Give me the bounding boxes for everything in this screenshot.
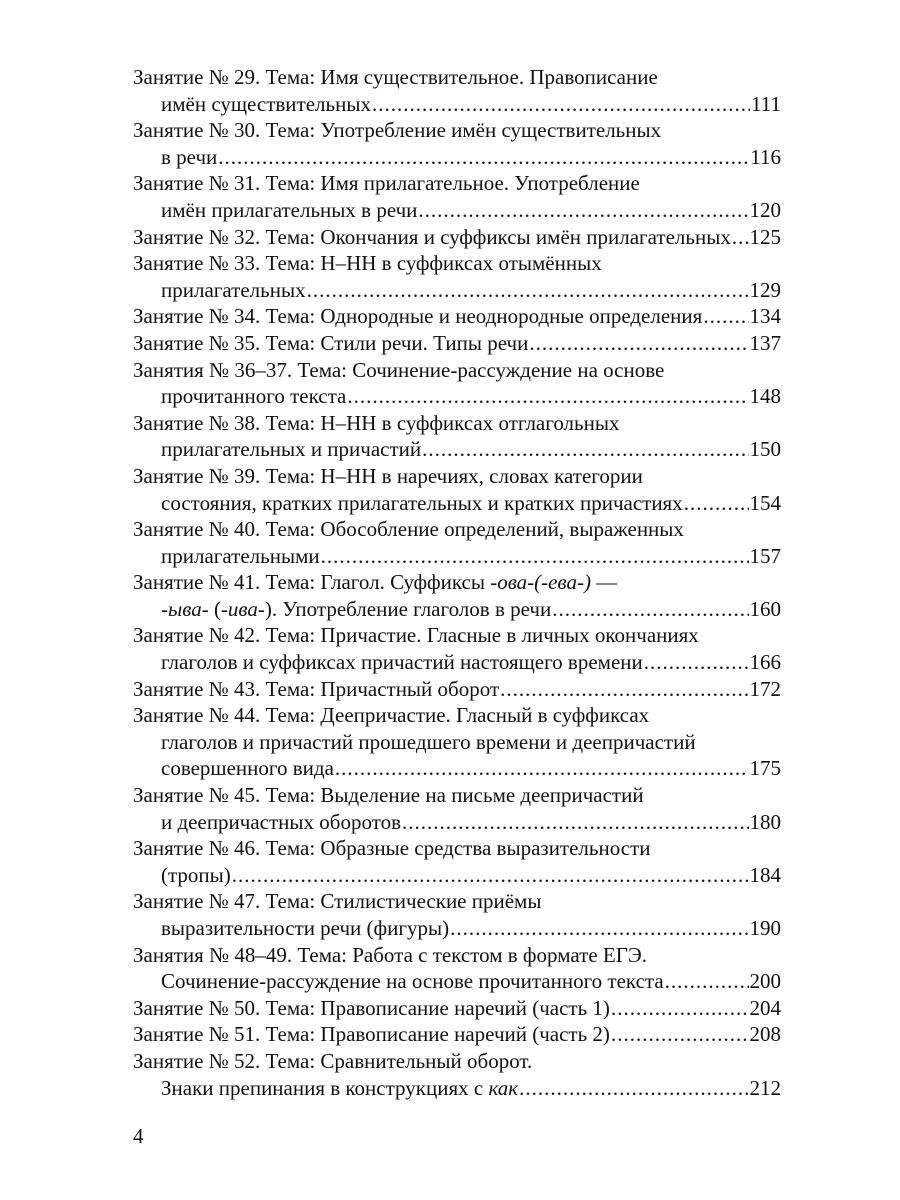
toc-page-number: 137	[749, 330, 781, 355]
toc-entry-36-37-line1: Занятия № 36–37. Тема: Сочинение-рассуждение на основе	[133, 357, 665, 382]
toc-page-number: 116	[750, 144, 781, 169]
toc-entry-35[interactable]: Занятие № 35. Тема: Стили речи. Типы речи ..... 137	[133, 330, 781, 357]
toc-entry-41-line1: Занятие № 41. Тема: Глагол. Суффиксы -ова-(-ева-) —	[133, 570, 618, 595]
toc-entry-38-line2[interactable]: прилагательных и причастий ..... 150	[133, 436, 781, 463]
toc-entry-39-line2[interactable]: состояния, кратких прилагательных и кратких причастиях ..... 154	[133, 490, 781, 517]
toc-entry-52-line1: Занятие № 52. Тема: Сравнительный оборот.	[133, 1048, 533, 1073]
toc-entry-44-line3[interactable]: совершенного вида ..... 175	[133, 755, 781, 782]
toc-entry-40-line1: Занятие № 40. Тема: Обособление определений, выраженных	[133, 517, 684, 542]
toc-entry-39-line1: Занятие № 39. Тема: Н–НН в наречиях, словах категории	[133, 463, 643, 488]
toc-page-number: 172	[749, 676, 781, 701]
toc-entry-52-line2[interactable]: Знаки препинания в конструкциях с как ..... 212	[133, 1075, 781, 1102]
toc-entry-38-line1: Занятие № 38. Тема: Н–НН в суффиксах отглагольных	[133, 410, 620, 435]
toc-entry-48-49-line1: Занятия № 48–49. Тема: Работа с текстом в формате ЕГЭ.	[133, 942, 647, 967]
toc-entry-44-line1: Занятие № 44. Тема: Деепричастие. Гласный в суффиксах	[133, 703, 650, 728]
toc-entry-47-line1: Занятие № 47. Тема: Стилистические приёмы	[133, 889, 542, 914]
toc-entry-51[interactable]: Занятие № 51. Тема: Правописание наречий (часть 2) ..... 208	[133, 1021, 781, 1048]
toc-entry-33-line1: Занятие № 33. Тема: Н–НН в суффиксах отымённых	[133, 251, 602, 276]
toc-entry-30-line2[interactable]: в речи ..... 116	[133, 144, 781, 171]
toc-page-number: 204	[749, 995, 781, 1020]
toc-entry-44-line2: глаголов и причастий прошедшего времени и деепричастий	[161, 729, 696, 754]
toc-page-number: 175	[749, 756, 781, 781]
toc-entry-29-line1: Занятие № 29. Тема: Имя существительное. Правописание	[133, 65, 658, 89]
toc-entry-31-line2[interactable]: имён прилагательных в речи ..... 120	[133, 197, 781, 224]
toc-page-number: 134	[749, 304, 781, 329]
toc-page-number: 212	[749, 1075, 781, 1100]
toc-entry-46-line1: Занятие № 46. Тема: Образные средства выразительности	[133, 836, 651, 861]
toc-entry-50[interactable]: Занятие № 50. Тема: Правописание наречий (часть 1) ..... 204	[133, 995, 781, 1022]
toc-entry-30-line1: Занятие № 30. Тема: Употребление имён существительных	[133, 118, 662, 143]
toc-page-number: 184	[749, 862, 781, 887]
toc-entry-42-line2[interactable]: глаголов и суффиксах причастий настоящего времени ..... 166	[133, 649, 781, 676]
toc-entry-42-line1: Занятие № 42. Тема: Причастие. Гласные в личных окончаниях	[133, 623, 699, 648]
toc-entry-29-line2[interactable]: имён существительных ..... 111	[133, 91, 781, 118]
toc-entry-47-line2[interactable]: выразительности речи (фигуры) ..... 190	[133, 915, 781, 942]
toc-page-number: 166	[749, 650, 781, 675]
table-of-contents	[133, 64, 781, 1101]
toc-entry-46-line2[interactable]: (тропы) ..... 184	[133, 862, 781, 889]
toc-page-number: 111	[751, 91, 781, 116]
toc-entry-31-line1: Занятие № 31. Тема: Имя прилагательное. Употребление	[133, 171, 640, 196]
toc-page-number: 154	[749, 490, 781, 515]
toc-entry-48-49-line2[interactable]: Сочинение-рассуждение на основе прочитанного текста ..... 200	[133, 968, 781, 995]
toc-page-number: 160	[749, 596, 781, 621]
toc-page-number: 150	[749, 437, 781, 462]
toc-page-number: 190	[749, 916, 781, 940]
toc-entry-41-line2[interactable]: -ыва- (-ива-). Употребление глаголов в речи ..... 160	[133, 596, 781, 623]
toc-entry-40-line2[interactable]: прилагательными ..... 157	[133, 543, 781, 570]
toc-entry-34[interactable]: Занятие № 34. Тема: Однородные и неоднородные определения ..... 134	[133, 303, 781, 330]
toc-entry-45-line2[interactable]: и деепричастных оборотов ..... 180	[133, 809, 781, 836]
toc-page-number: 125	[749, 224, 781, 249]
toc-entry-32[interactable]: Занятие № 32. Тема: Окончания и суффиксы имён прилагательных ..... 125	[133, 224, 781, 251]
toc-entry-33-line2[interactable]: прилагательных ..... 129	[133, 277, 781, 304]
page-number: 4	[133, 1124, 144, 1148]
toc-page-number: 180	[749, 809, 781, 834]
toc-entry-43[interactable]: Занятие № 43. Тема: Причастный оборот ..... 172	[133, 676, 781, 703]
toc-page-number: 129	[749, 277, 781, 302]
toc-entry-45-line1: Занятие № 45. Тема: Выделение на письме деепричастий	[133, 783, 644, 808]
toc-page-number: 120	[749, 197, 781, 222]
toc-page-number: 157	[749, 543, 781, 568]
toc-page-number: 208	[749, 1022, 781, 1047]
toc-entry-36-37-line2[interactable]: прочитанного текста ..... 148	[133, 383, 781, 410]
toc-page-number: 148	[749, 384, 781, 409]
toc-page-number: 200	[749, 969, 781, 994]
